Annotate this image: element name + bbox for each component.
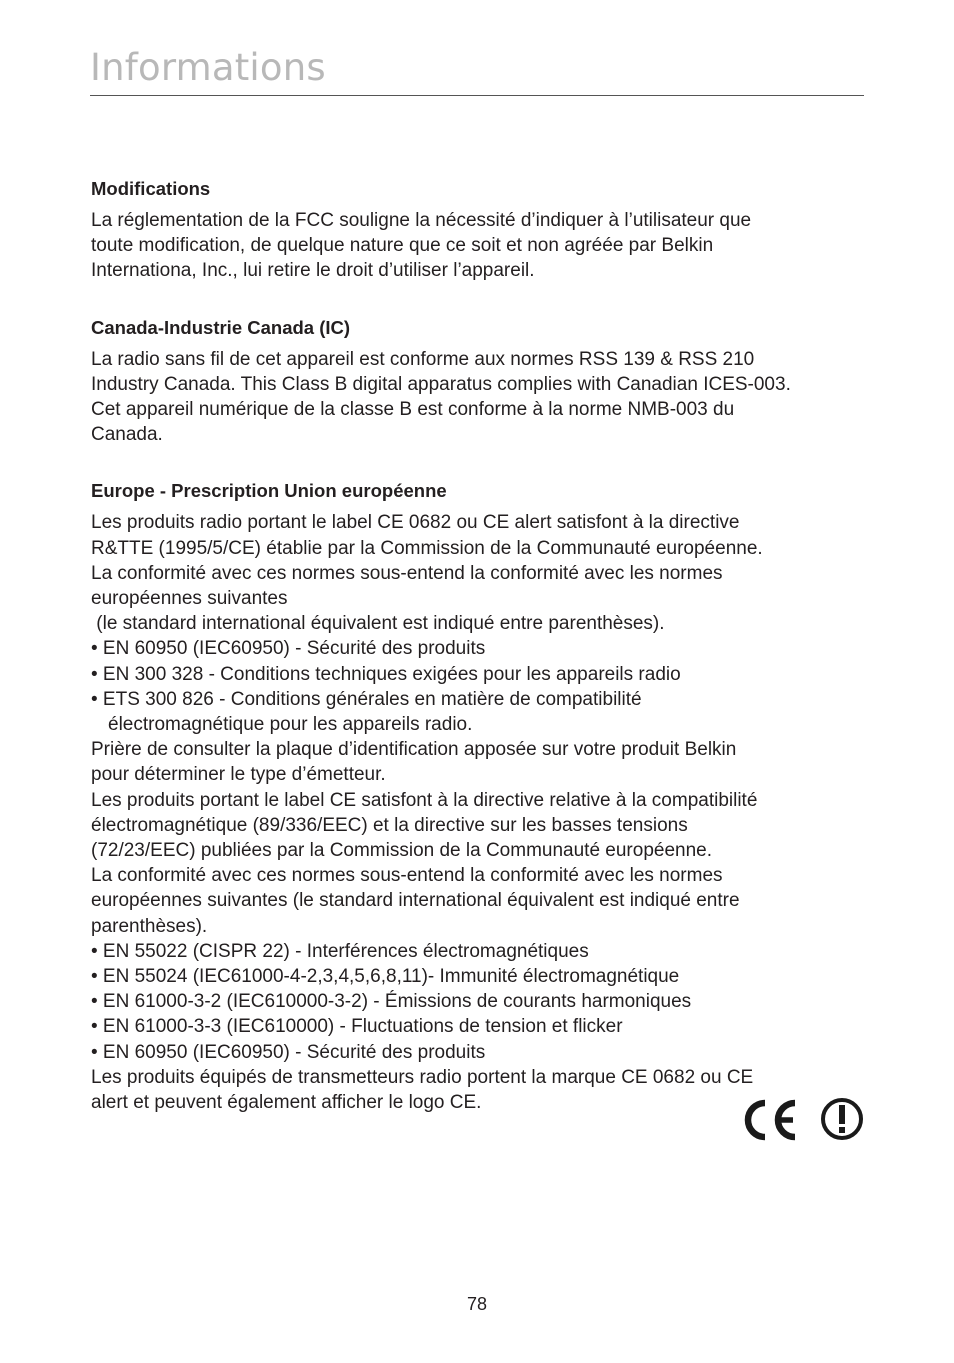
text-line: La radio sans fil de cet appareil est conforme aux normes RSS 139 & RSS 210	[91, 348, 755, 370]
text-line: R&TTE (1995/5/CE) établie par la Commission de la Communauté européenne.	[91, 537, 763, 559]
section-heading: Modifications	[91, 178, 211, 199]
text-line: toute modification, de quelque nature que ce soit et non agréée par Belkin	[91, 235, 714, 257]
text-line: La conformité avec ces normes sous-entend la conformité avec les normes	[91, 865, 723, 887]
text-line: parenthèses).	[91, 915, 208, 937]
section-heading: Canada-Industrie Canada (IC)	[91, 316, 351, 338]
section-paragraph	[91, 208, 871, 284]
page-title: Informations	[90, 46, 326, 89]
text-line: alert et peuvent également afficher le logo CE.	[91, 1092, 482, 1114]
text-line: Internationa, Inc., lui retire le droit d’utiliser l’appareil.	[91, 260, 535, 282]
title-divider	[90, 95, 864, 96]
text-line: Prière de consulter la plaque d’identification apposée sur votre produit Belkin	[91, 739, 737, 761]
text-line: Les produits équipés de transmetteurs radio portent la marque CE 0682 ou CE	[91, 1066, 754, 1088]
text-line: électromagnétique (89/336/EEC) et la directive sur les basses tensions	[91, 814, 688, 836]
text-line: Industry Canada. This Class B digital apparatus complies with Canadian ICES-003.	[91, 373, 791, 395]
text-line: Cet appareil numérique de la classe B est conforme à la norme NMB-003 du	[91, 399, 735, 421]
ce-mark-icon	[738, 1096, 868, 1144]
section-canada	[91, 315, 871, 448]
page-number: 78	[466, 1294, 488, 1314]
bullet-item: • EN 61000-3-2 (IEC610000-3-2) - Émissions de courants harmoniques	[91, 991, 692, 1013]
bullet-item: • EN 60950 (IEC60950) - Sécurité des produits	[91, 638, 486, 660]
ce-alert-logos	[738, 1096, 868, 1144]
section-paragraph	[91, 347, 871, 448]
bullet-item: • EN 55022 (CISPR 22) - Interférences électromagnétiques	[91, 940, 589, 962]
text-line: européennes suivantes (le standard international équivalent est indiqué entre	[91, 890, 740, 912]
bullet-item: • EN 300 328 - Conditions techniques exigées pour les appareils radio	[91, 663, 681, 685]
bullet-item: • EN 60950 (IEC60950) - Sécurité des produits	[91, 1041, 486, 1063]
text-line: pour déterminer le type d’émetteur.	[91, 764, 386, 786]
document-body	[91, 176, 871, 1115]
bullet-item: • EN 61000-3-3 (IEC610000) - Fluctuations de tension et flicker	[91, 1016, 623, 1038]
text-line: (72/23/EEC) publiées par la Commission de la Communauté européenne.	[91, 840, 713, 862]
bullet-item: • ETS 300 826 - Conditions générales en matière de compatibilité	[91, 688, 642, 710]
text-line: Canada.	[91, 424, 163, 446]
text-line: La réglementation de la FCC souligne la nécessité d’indiquer à l’utilisateur que	[91, 210, 752, 231]
section-europe	[91, 478, 871, 1115]
section-paragraph	[91, 510, 871, 1115]
bullet-continuation: électromagnétique pour les appareils radio.	[108, 714, 473, 736]
section-modifications	[91, 176, 871, 284]
text-line: Les produits portant le label CE satisfont à la directive relative à la compatibilité	[91, 789, 758, 811]
text-line: européennes suivantes	[91, 588, 288, 610]
text-line: (le standard international équivalent est indiqué entre parenthèses).	[91, 613, 665, 635]
text-line: Les produits radio portant le label CE 0682 ou CE alert satisfont à la directive	[91, 512, 740, 534]
text-line: La conformité avec ces normes sous-entend la conformité avec les normes	[91, 562, 723, 584]
bullet-item: • EN 55024 (IEC61000-4-2,3,4,5,6,8,11)- Immunité électromagnétique	[91, 966, 680, 988]
section-heading: Europe - Prescription Union européenne	[91, 480, 447, 502]
